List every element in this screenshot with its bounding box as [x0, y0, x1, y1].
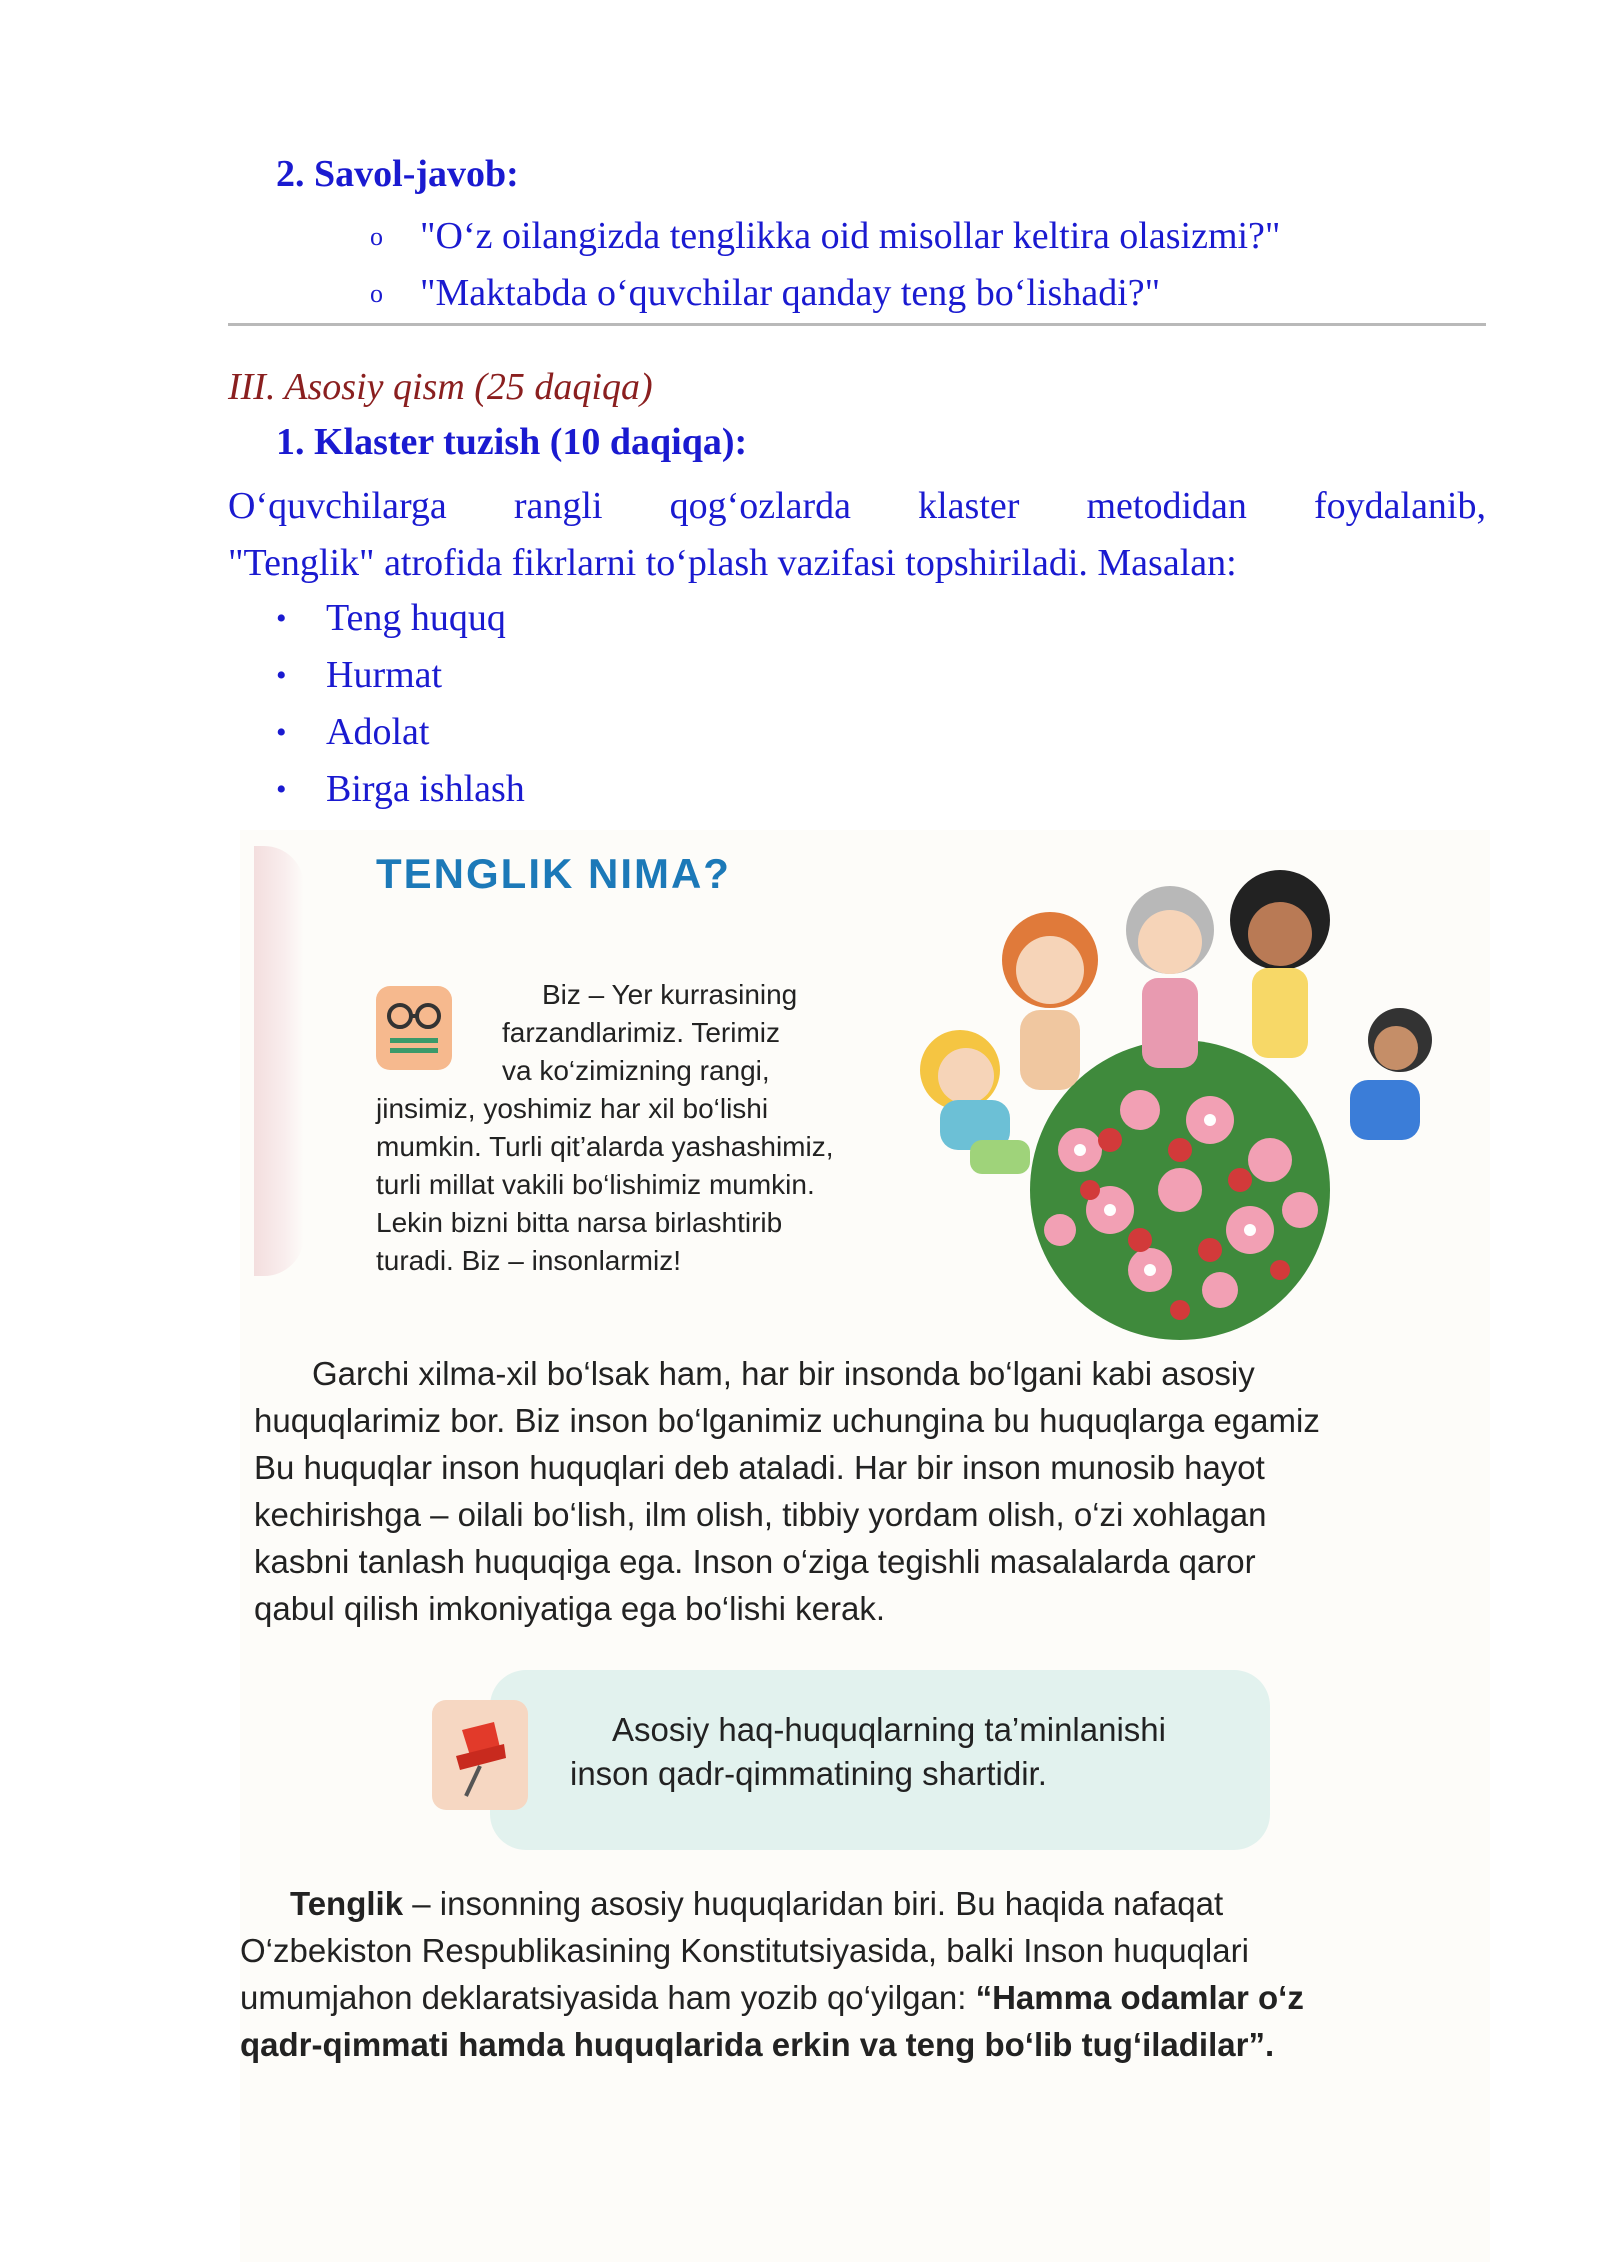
text-line: qabul qilish imkoniyatiga ega bo‘lishi kerak. — [254, 1590, 886, 1627]
question-text: "O‘z oilangizda tenglikka oid misollar keltira olasizmi?" — [420, 215, 1281, 257]
word: foydalanib, — [1313, 485, 1486, 527]
text-line: inson qadr-qimmatining shartidir. — [570, 1755, 1047, 1792]
circle-bullet-icon: o — [370, 222, 383, 251]
list-item — [276, 647, 525, 704]
list-item — [370, 208, 1280, 265]
text-line: farzandlarimiz. Terimiz — [502, 1017, 780, 1048]
tenglik-paragraph — [240, 1880, 1470, 2068]
list-item — [276, 704, 525, 761]
text-line: Bu huquqlar inson huquqlari deb ataladi. Har bir inson munosib hayot — [254, 1449, 1265, 1486]
page-edge-decoration — [254, 846, 304, 1276]
text-line: turli millat vakili bo‘lishimiz mumkin. — [376, 1169, 815, 1200]
book-title: TENGLIK NIMA? — [376, 850, 731, 897]
text-line: O‘zbekiston Respublikasining Konstitutsiyasida, balki Inson huquqlari — [240, 1932, 1249, 1969]
text-line — [240, 1974, 1470, 2021]
text-line: Biz – Yer kurrasining — [542, 979, 798, 1010]
bullet-icon: • — [276, 716, 287, 749]
text-line: kasbni tanlash huquqiga ega. Inson o‘ziga tegishli masalalarda qaror — [254, 1543, 1256, 1580]
section-title: III. Asosiy qism (25 daqiqa) — [228, 366, 653, 408]
textbook-page-image — [240, 830, 1490, 2262]
text-span: – insonning asosiy huquqlaridan biri. Bu haqida nafaqat — [403, 1885, 1224, 1922]
text-line: Garchi xilma-xil bo‘lsak ham, har bir insonda bo‘lgani kabi asosiy — [312, 1355, 1255, 1392]
klaster-bullet-list — [276, 590, 525, 818]
text-line: jinsimiz, yoshimiz har xil bo‘lishi — [376, 1093, 769, 1124]
quote-bold: “Hamma odamlar o‘z — [975, 1979, 1304, 2016]
list-item-label: Adolat — [326, 711, 430, 753]
quote-bold-line: qadr-qimmati hamda huquqlarida erkin va teng bo‘lib tug‘iladilar”. — [240, 2026, 1275, 2063]
paragraph-line: "Tenglik" atrofida fikrlarni to‘plash vazifasi topshiriladi. Masalan: — [228, 542, 1237, 584]
text-line: turadi. Biz – insonlarmiz! — [376, 1245, 682, 1276]
list-item-label: Hurmat — [326, 654, 443, 696]
text-line: mumkin. Turli qit’alarda yashashimiz, — [376, 1131, 834, 1162]
horizontal-divider — [228, 323, 1486, 326]
word: klaster — [918, 485, 1020, 527]
callout-text — [570, 1708, 1166, 1796]
pushpin-icon — [432, 1700, 528, 1810]
list-item-label: Birga ishlash — [326, 768, 525, 810]
list-item-label: Teng huquq — [326, 597, 506, 639]
text-line: kechirishga – oilali bo‘lish, ilm olish, tibbiy yordam olish, o‘zi xohlagan — [254, 1496, 1267, 1533]
circle-bullet-icon: o — [370, 279, 383, 308]
paragraph-line — [228, 478, 1486, 535]
bullet-icon: • — [276, 602, 287, 635]
list-item — [370, 265, 1280, 322]
text-line: Lekin bizni bitta narsa birlashtirib — [376, 1207, 783, 1238]
bullet-icon: • — [276, 773, 287, 806]
question-text: "Maktabda o‘quvchilar qanday teng bo‘lishadi?" — [420, 272, 1161, 314]
children-around-globe-illustration — [880, 850, 1460, 1350]
rights-paragraph — [254, 1350, 1464, 1632]
text-span: umumjahon deklaratsiyasida ham yozib qo‘yilgan: — [240, 1979, 976, 2016]
word: rangli — [513, 485, 603, 527]
klaster-paragraph — [228, 478, 1486, 592]
text-line: huquqlarimiz bor. Biz inson bo‘lganimiz uchungina bu huquqlarga egamiz — [254, 1402, 1320, 1439]
text-line: va ko‘zimizning rangi, — [502, 1055, 770, 1086]
klaster-heading: 1. Klaster tuzish (10 daqiqa): — [276, 421, 748, 463]
savol-javob-questions — [370, 208, 1280, 322]
list-item — [276, 590, 525, 647]
word: metodidan — [1086, 485, 1247, 527]
text-line — [240, 1880, 1470, 1927]
word: qog‘ozlarda — [669, 485, 852, 527]
savol-javob-heading: 2. Savol-javob: — [276, 153, 519, 195]
word: O‘quvchilarga — [228, 485, 447, 527]
text-line: Asosiy haq-huquqlarning ta’minlanishi — [612, 1711, 1166, 1748]
bullet-icon: • — [276, 659, 287, 692]
term-bold: Tenglik — [290, 1885, 404, 1922]
intro-box-text — [376, 976, 896, 1280]
list-item — [276, 761, 525, 818]
